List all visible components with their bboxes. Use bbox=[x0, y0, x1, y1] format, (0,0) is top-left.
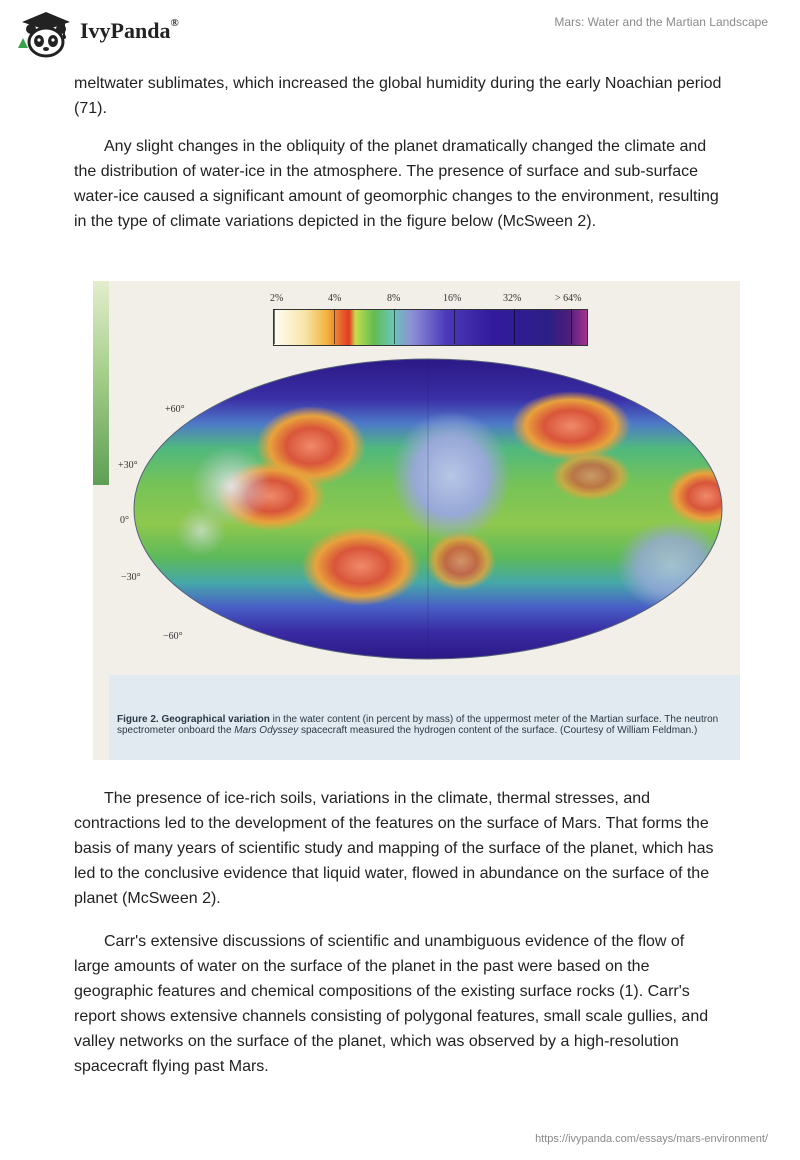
scale-label: 8% bbox=[387, 293, 401, 304]
paragraph-carr: Carr's extensive discussions of scientific and unambiguous evidence of the flow of large amounts of water on the surface of the planet in the past were based on the geographic features and chemical compositions of the existing surface rocks (1). Carr's report shows extensive channels consisting of polygonal features, small scale gullies, and valley networks on the surface of the planet, which was observed by a high-resolution spacecraft flying past Mars. bbox=[74, 933, 709, 1075]
scale-label: > 64% bbox=[555, 293, 582, 304]
scale-label: 2% bbox=[270, 293, 284, 304]
lat-label: +60° bbox=[165, 404, 185, 415]
paragraph-continued: meltwater sublimates, which increased the global humidity during the early Noachian period (71). bbox=[74, 75, 722, 117]
water-content-figure bbox=[93, 281, 740, 760]
lat-label: −30° bbox=[121, 572, 141, 583]
lat-label: −60° bbox=[163, 631, 183, 642]
graduation-cap-panda-icon[interactable] bbox=[14, 8, 78, 58]
article-body-bottom bbox=[74, 786, 724, 1079]
scale-label: 16% bbox=[443, 293, 462, 304]
caption-italic: Mars Odyssey bbox=[234, 725, 299, 736]
page-header bbox=[0, 0, 800, 64]
mars-water-map bbox=[131, 356, 725, 662]
lat-label: 0° bbox=[120, 515, 129, 526]
color-scale-bar bbox=[273, 309, 588, 346]
document-title: Mars: Water and the Martian Landscape bbox=[554, 15, 768, 29]
article-body-top bbox=[74, 71, 724, 234]
scale-label: 4% bbox=[328, 293, 342, 304]
figure-caption: Figure 2. Geographical variation in the water content (in percent by mass) of the uppermost meter of the Martian surface. The neutron spectrometer onboard the Mars Odyssey spacecraft measured the hydrogen content of the surface. (Courtesy of William Feldman.) bbox=[117, 714, 719, 736]
paragraph-ice-rich-soils: The presence of ice-rich soils, variations in the climate, thermal stresses, and contractions led to the development of the features on the surface of Mars. That forms the basis of many years of scientific study and mapping of the surface of the planet, which has led to the conclusive evidence that liquid water, flowed in abundance on the surface of the planet (McSween 2). bbox=[74, 790, 714, 907]
paragraph-obliquity: Any slight changes in the obliquity of the planet dramatically changed the climate and the distribution of water-ice in the atmosphere. The presence of surface and sub-surface water-ice caused a significant amount of geomorphic changes to the environment, resulting in the type of climate variations depicted in the figure below (McSween 2). bbox=[74, 138, 719, 230]
brand-name[interactable]: IvyPanda® bbox=[80, 16, 179, 43]
registered-mark: ® bbox=[170, 16, 179, 29]
scale-label: 32% bbox=[503, 293, 522, 304]
caption-label: Figure 2. Geographical variation bbox=[117, 714, 270, 725]
lat-label: +30° bbox=[118, 460, 138, 471]
figure-side-strip bbox=[93, 281, 109, 485]
source-url[interactable]: https://ivypanda.com/essays/mars-environment/ bbox=[535, 1133, 768, 1145]
